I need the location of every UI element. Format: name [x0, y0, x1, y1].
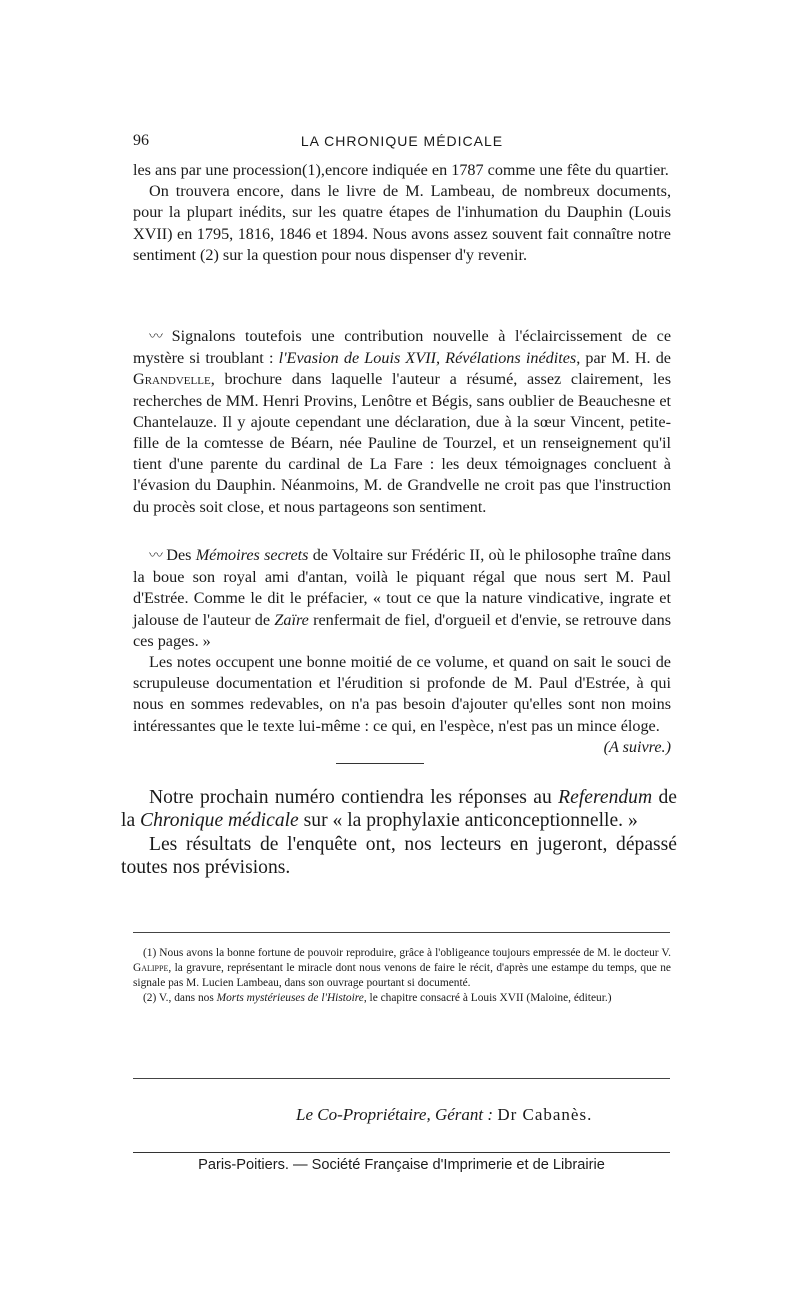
book-title-evasion: l'Evasion de Louis XVII, Révélations inédites: [278, 349, 577, 368]
paragraph-lambeau: On trouvera encore, dans le livre de M. Lambeau, de nombreux documents, pour la plupart inédits, sur les quatre étapes de l'inhumation du Dauphin (Louis XVII) en 1795, 1816, 1846 et 1894. Nous avons assez souvent fait connaître notre sentiment (2) sur la question pour nous dispenser d'y revenir.: [133, 182, 671, 264]
section-mark: 〰: [149, 549, 162, 564]
announcement-paragraph-2: Les résultats de l'enquête ont, nos lecteurs en jugeront, dépassé toutes nos prévisions.: [121, 833, 677, 878]
paragraph-grandvelle: 〰 Signalons toutefois une contribution nouvelle à l'éclaircissement de ce mystère si troublant : l'Evasion de Louis XVII, Révélations inédites, par M. H. de Grandvelle, brochure dans laquelle l'auteur a résumé, assez clairement, les recherches de MM. Henri Provins, Lenôtre et Bégis, sans oublier de Beauchesne et Chantelauze. Il y ajoute cependant une déclaration, due à la sœur Vincent, petite-fille de la comtesse de Béarn, née Pauline de Tourzel, et un renseignement qu'il tient d'une parente du cardinal de La Fare : les deux témoignages concluent à l'évasion du Dauphin. Néanmoins, M. de Grandvelle ne croit pas que l'instruction du procès soit close, et nous partageons son sentiment.: [133, 327, 672, 516]
section-mark: 〰: [149, 330, 162, 345]
to-be-continued: (A suivre.): [603, 737, 671, 756]
footnotes: [133, 946, 671, 1006]
main-text: [133, 160, 671, 266]
paragraph-voltaire: 〰 Des Mémoires secrets de Voltaire sur Frédéric II, où le philosophe traîne dans la boue son royal ami d'antan, voilà le piquant régal que nous sert M. Paul d'Estrée. Comme le dit le préfacier, « tout ce que la nature vindicative, ingrate et jalouse de l'auteur de Zaïre renfermait de fiel, d'orgueil et d'envie, se retrouve dans ces pages. »: [133, 546, 671, 650]
footnote-1: (1) Nous avons la bonne fortune de pouvoir reproduire, grâce à l'obligeance toujours empressée de M. le docteur V. Galippe, la gravure, représentant le miracle dont nous venons de faire le récit, d'après une estampe du temps, que ne signale pas M. Lucien Lambeau, dans son ouvrage pourtant si documenté.: [133, 947, 671, 989]
announcement: [121, 786, 677, 879]
author-name-grandvelle: Grandvelle: [133, 370, 211, 389]
footnote-2: (2) V., dans nos Morts mystérieuses de l'Histoire, le chapitre consacré à Louis XVII (Maloine, éditeur.): [143, 992, 612, 1004]
page-header: [133, 132, 671, 152]
section-divider: [336, 763, 424, 764]
gerant-name: Dr Cabanès.: [497, 1105, 593, 1124]
section-voltaire: [133, 545, 671, 758]
gerant-label: Le Co-Propriétaire, Gérant :: [296, 1105, 494, 1124]
title-zaire: Zaïre: [274, 610, 309, 629]
section-grandvelle: [133, 326, 671, 518]
imprint-rule: [133, 1152, 670, 1153]
running-title: LA CHRONIQUE MÉDICALE: [300, 133, 504, 149]
announcement-paragraph-1: Notre prochain numéro contiendra les réponses au Referendum de la Chronique médicale sur « la prophylaxie anticonceptionnelle. »: [121, 787, 677, 832]
footer-rule: [133, 1078, 670, 1079]
book-title-memoires: Mémoires secrets: [195, 546, 309, 564]
gerant-line: [296, 1105, 676, 1125]
printer-imprint: Paris-Poitiers. — Société Française d'Imprimerie et de Librairie: [198, 1157, 605, 1173]
paragraph-notes: Les notes occupent une bonne moitié de ce volume, et quand on sait le souci de scrupuleuse documentation et l'érudition si profonde de M. Paul d'Estrée, à qui nous en sommes redevables, on n'a pas besoin d'ajouter qu'elles sont non moins intéressantes que le texte lui-même : ce qui, en l'espèce, n'est pas un mince éloge. (A suivre.): [133, 652, 671, 737]
paragraph-continuation: les ans par une procession(1),encore indiquée en 1787 comme une fête du quartier.: [133, 161, 669, 179]
page-number: 96: [133, 132, 149, 149]
footnote-rule: [133, 932, 670, 933]
